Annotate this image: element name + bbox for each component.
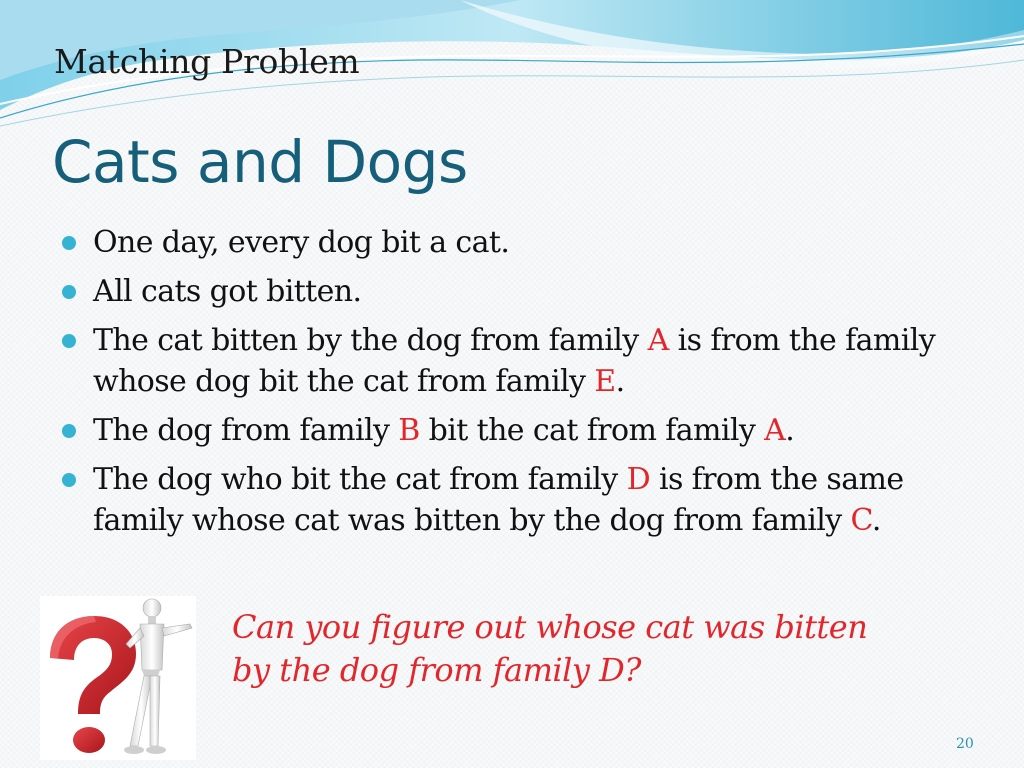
family-letter: A bbox=[764, 413, 786, 448]
bullet-item bbox=[62, 459, 962, 541]
question-prompt bbox=[232, 606, 867, 692]
slide-subtitle: Matching Problem bbox=[54, 42, 360, 81]
bullet-item bbox=[62, 222, 962, 263]
bullet-text: is from the family whose dog bit the cat from family bbox=[93, 323, 936, 399]
bullet-text: . bbox=[785, 413, 795, 448]
family-letter: D bbox=[626, 462, 651, 497]
bullet-dot-icon bbox=[62, 424, 76, 438]
bullet-item bbox=[62, 410, 962, 451]
bullet-text: The dog from family bbox=[93, 413, 399, 448]
bullet-item bbox=[62, 320, 962, 402]
bullet-text: bit the cat from family bbox=[419, 413, 765, 448]
bullet-dot-icon bbox=[62, 236, 76, 250]
bullet-text: All cats got bitten. bbox=[93, 274, 362, 309]
family-letter: E bbox=[594, 364, 616, 399]
bullet-text: is from the same family whose cat was bitten by the dog from family bbox=[93, 462, 904, 538]
bullet-text: The cat bitten by the dog from family bbox=[93, 323, 648, 358]
bullet-dot-icon bbox=[62, 473, 76, 487]
question-line: by the dog from family D? bbox=[232, 651, 641, 689]
bullet-text: . bbox=[615, 364, 625, 399]
bullet-item bbox=[62, 271, 962, 312]
question-mark-mannequin-icon bbox=[40, 596, 196, 760]
family-letter: A bbox=[647, 323, 669, 358]
family-letter: C bbox=[850, 503, 872, 538]
page-number: 20 bbox=[956, 736, 974, 752]
bullet-list bbox=[62, 222, 962, 549]
bullet-dot-icon bbox=[62, 285, 76, 299]
slide-title: Cats and Dogs bbox=[52, 128, 468, 196]
bullet-text: . bbox=[871, 503, 881, 538]
bullet-text: One day, every dog bit a cat. bbox=[93, 225, 510, 260]
bullet-dot-icon bbox=[62, 334, 76, 348]
bullet-text: The dog who bit the cat from family bbox=[93, 462, 627, 497]
family-letter: B bbox=[398, 413, 420, 448]
question-line: Can you figure out whose cat was bitten bbox=[232, 608, 868, 646]
